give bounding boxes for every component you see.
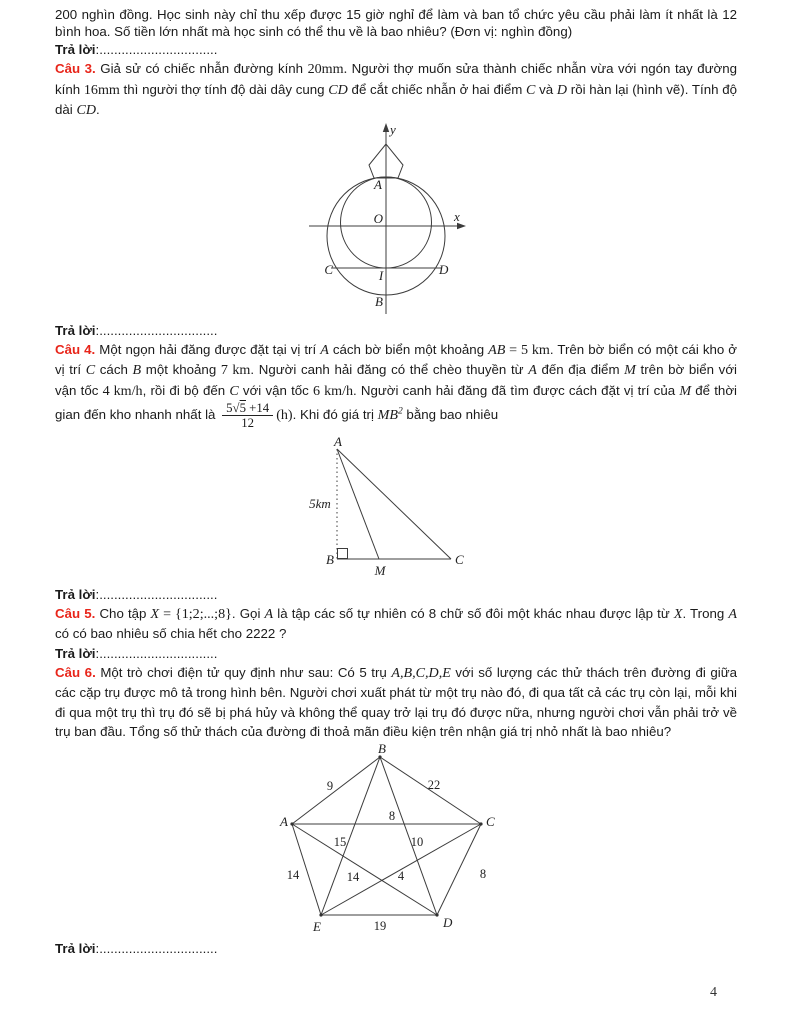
vertex-e-dot [319, 913, 322, 916]
side-ac [337, 449, 451, 559]
question-6-text: Một trò chơi điện tử quy định như sau: Có 5 trụ A,B,C,D,E với số lượng các thử thách trên đường đi giữa các cặp trụ được mô tả trong hình bên. Người chơi xuất phát từ một trụ nào đó, đi qua tất cả các trụ còn lại, mỗi khi đi qua một trụ thì trụ đó sẽ bị phá hủy và không thể quay trở lại trụ đó được nữa, nhưng người chơi vẫn phải trở về trụ ban đầu. Tổng số thử thách của đường đi thoả mãn điều kiện trên nhận giá trị nhỏ nhất là bao nhiêu? [55, 664, 737, 740]
fraction-denominator: 12 [241, 416, 255, 431]
answer-label: Trả lời [55, 645, 96, 661]
answer-dots: :................................ [95, 322, 218, 338]
answer-dots: :................................ [95, 42, 218, 57]
edge-weight-ae: 14 [286, 867, 300, 882]
axis-label-x: x [454, 208, 460, 224]
question-4-paragraph [55, 340, 737, 431]
edge-weight-ed: 19 [373, 918, 387, 933]
fraction [222, 401, 273, 431]
answer-label: Trả lời [55, 940, 96, 956]
point-label-c: C [324, 261, 333, 277]
point-label-m: M [374, 562, 385, 578]
answer-line-2 [55, 322, 737, 339]
vertex-label-b: B [378, 743, 386, 756]
y-axis-arrow-icon [383, 123, 389, 132]
question-4-text-a: Một ngọn hải đăng được đặt tại vị trí A cách bờ biển một khoảng AB = 5 km. Trên bờ biển có một cái kho ở vị trí C cách B một khoảng 7 km. Người canh hải đăng có thể chèo thuyền từ A đến địa điểm M trên bờ biển với vận tốc 4 km/h, rồi đi bộ đến C với vận tốc 6 km/h. Người canh hải đăng đã tìm được cách đặt vị trí của M để thời gian đến kho nhanh nhất là [55, 341, 737, 423]
vertex-label-d: D [443, 914, 453, 930]
vertex-d-dot [435, 913, 438, 916]
answer-dots: :................................ [95, 586, 218, 602]
edge-weight-bc: 22 [427, 777, 441, 792]
edge-weight-ce: 4 [397, 868, 405, 883]
answer-label: Trả lời [55, 42, 96, 57]
vertex-label-a: A [280, 813, 288, 829]
edge-weight-ad: 14 [346, 869, 360, 884]
question-5-paragraph [55, 604, 737, 644]
edge-weight-bd: 10 [410, 834, 424, 849]
answer-line-3 [55, 586, 737, 603]
segment-am [337, 449, 379, 559]
right-angle-mark [337, 548, 347, 558]
question-5-text: Cho tập X = {1;2;...;8}. Gọi A là tập các số tự nhiên có 8 chữ số đôi một khác nhau được lập từ X. Trong A có có bao nhiêu số chia hết cho 2222 ? [55, 605, 738, 642]
point-label-a: A [374, 176, 382, 192]
vertex-label-c: C [454, 551, 464, 567]
question-3-label: Câu 3. [55, 61, 96, 76]
question-3-text: Giả sử có chiếc nhẫn đường kính 20mm. Người thợ muốn sửa thành chiếc nhẫn vừa với ngón tay đường kính 16mm thì người thợ tính độ dài dây cung CD để cắt chiếc nhẫn ở hai điểm C và D rồi hàn lại (hình vẽ). Tính độ dài CD. [55, 61, 737, 118]
question-6-label: Câu 6. [55, 664, 96, 680]
answer-line-1 [55, 41, 737, 58]
ring-figure-svg [291, 122, 481, 318]
point-label-d: D [439, 261, 449, 277]
graph-figure-svg [275, 744, 497, 936]
triangle-figure [55, 434, 737, 585]
page-number: 4 [710, 985, 717, 1000]
edge-weight-ac: 8 [388, 808, 396, 823]
question-4-label: Câu 4. [55, 341, 96, 357]
fraction-numerator: 5√5 +14 [222, 401, 273, 416]
vertex-c-dot [479, 822, 482, 825]
point-label-i: I [378, 267, 384, 283]
question-4-text-b: (h). Khi đó giá trị $MB^2$ bằng bao nhiêu [276, 405, 499, 424]
graph-figure [55, 744, 737, 939]
answer-dots: :................................ [95, 940, 218, 956]
side-length-label: 5km [308, 495, 331, 511]
question-5-label: Câu 5. [55, 605, 96, 621]
question-6-paragraph [55, 663, 737, 742]
answer-dots: :................................ [95, 645, 218, 661]
edge-weight-ab: 9 [326, 778, 334, 793]
question-3-paragraph [55, 59, 737, 121]
axis-label-y: y [390, 121, 396, 137]
answer-label: Trả lời [55, 322, 96, 338]
edge-weight-be: 15 [333, 834, 347, 849]
edge-weight-cd: 8 [479, 866, 487, 881]
answer-line-4 [55, 645, 737, 662]
sqrt-symbol: √ [232, 401, 240, 415]
point-label-b: B [375, 293, 383, 309]
intro-paragraph: 200 nghìn đồng. Học sinh này chỉ thu xếp được 15 giờ nghỉ để làm và ban tổ chức yêu cầu phải làm ít nhất là 12 bình hoa. Số tiền lớn nhất mà học sinh có thể thu về là bao nhiêu? (Đơn vị: nghìn đồng) [55, 7, 737, 39]
vertex-label-a: A [333, 433, 342, 449]
vertex-label-b: B [325, 551, 334, 567]
vertex-label-e: E [313, 918, 321, 934]
point-label-o: O [373, 210, 383, 226]
edge-cd [437, 824, 481, 915]
answer-label: Trả lời [55, 586, 96, 602]
answer-line-5 [55, 940, 737, 957]
vertex-label-c: C [486, 813, 495, 829]
edge-ab [292, 757, 380, 824]
ring-figure [55, 122, 737, 321]
vertex-a-dot [290, 822, 293, 825]
triangle-figure-svg [294, 434, 479, 582]
